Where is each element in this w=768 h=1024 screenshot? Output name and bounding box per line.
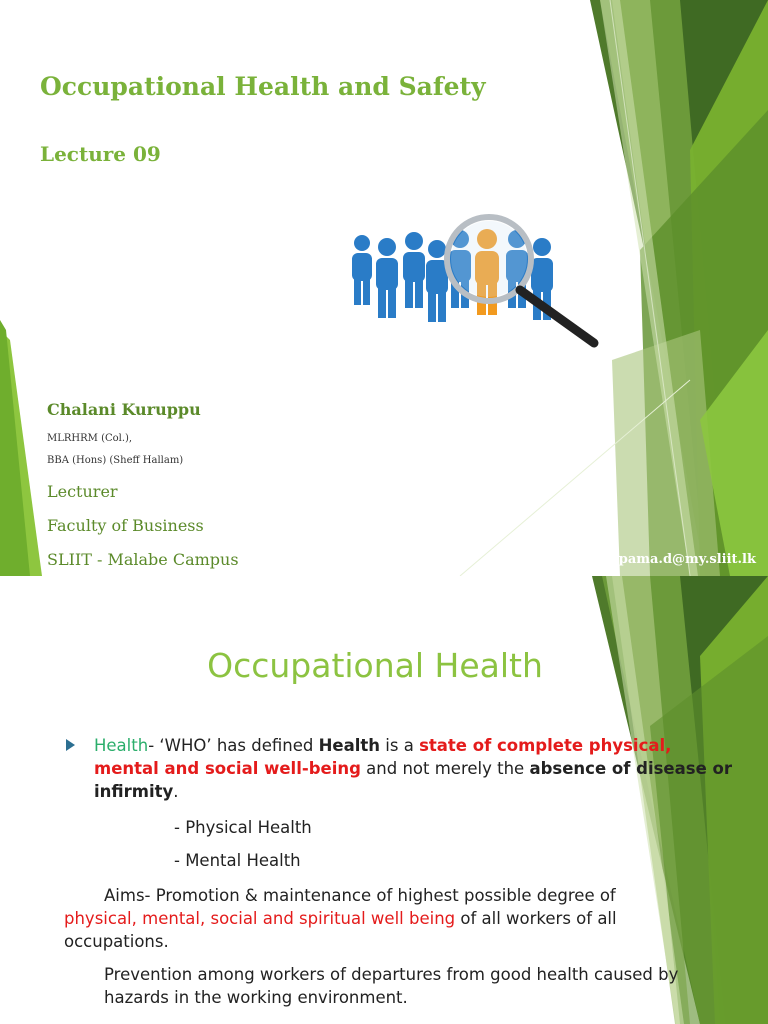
presenter-campus: SLIIT - Malabe Campus: [47, 550, 239, 569]
aims-paragraph: [64, 884, 664, 953]
bullet-arrow-icon: [66, 739, 75, 751]
qualification-1: MLRHRM (Col.),: [47, 433, 133, 444]
definition-bold: absence of disease or infirmity: [94, 759, 732, 801]
definition-text: and not merely the: [360, 759, 530, 778]
aims-text: of all workers of all occupations.: [64, 909, 617, 951]
presenter-name: Chalani Kuruppu: [47, 400, 201, 419]
sub-item-physical: - Physical Health: [174, 818, 312, 837]
prevention-paragraph: Prevention among workers of departures from good health caused by hazards in the working environment.: [104, 965, 679, 1007]
slide-title: Occupational Health: [207, 646, 543, 685]
sub-item-mental: - Mental Health: [174, 851, 301, 870]
health-term: Health: [94, 736, 149, 755]
occupational-health-slide: [0, 576, 768, 1024]
slide-title: Occupational Health and Safety: [40, 72, 486, 101]
health-definition: [94, 734, 734, 803]
people-magnifier-illustration: [332, 195, 602, 375]
lecture-number: Lecture 09: [40, 142, 161, 166]
presenter-faculty: Faculty of Business: [47, 516, 204, 535]
presenter-role: Lecturer: [47, 482, 118, 501]
definition-text: is a: [380, 736, 420, 755]
definition-text: .: [173, 782, 179, 801]
definition-bold: Health: [318, 736, 381, 755]
aims-highlight: physical, mental, social and spiritual well being: [64, 909, 456, 928]
qualification-2: BBA (Hons) (Sheff Hallam): [47, 455, 184, 466]
email-address: anupama.d@my.sliit.lk: [591, 552, 756, 567]
definition-text: - ‘WHO’ has defined: [148, 736, 319, 755]
definition-highlight: state of complete physical, mental and social well-being: [94, 736, 672, 778]
aims-text: Aims- Promotion & maintenance of highest possible degree of: [104, 886, 616, 905]
